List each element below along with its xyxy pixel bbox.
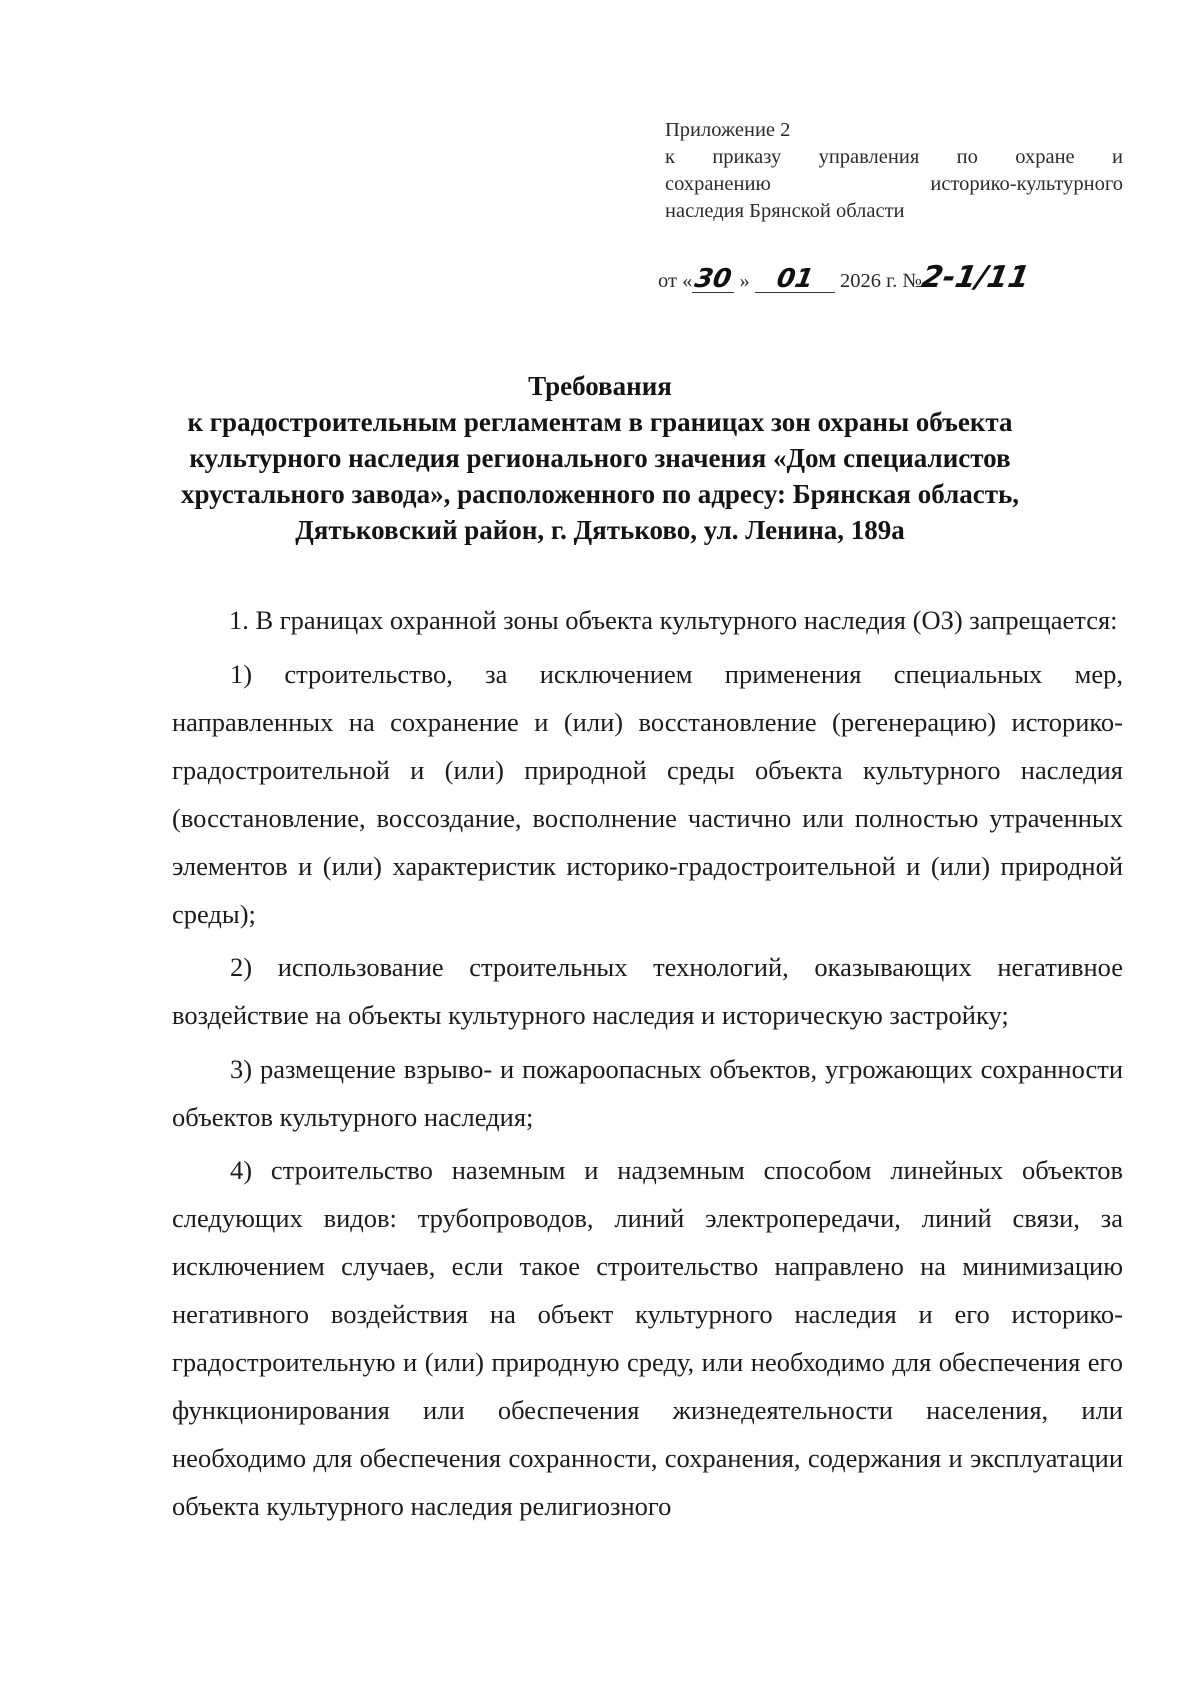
- paragraph-item-4: 4) строительство наземным и надземным способом линейных объектов следующих видов: трубопроводов, линий электропередачи, линий связи, за исключением случаев, если такое строительство направлено на минимизацию негативного воздействия на объект культурного наследия и его историко-градостроительную и (или) природную среду, или необходимо для обеспечения его функционирования или обеспечения жизнедеятельности населения, или необходимо для обеспечения сохранности, сохранения, содержания и эксплуатации объекта культурного наследия религиозного: [172, 1155, 1123, 1521]
- order-year-text: 2026 г. №: [839, 270, 922, 292]
- order-quote-close: »: [739, 270, 750, 292]
- order-day-field: [692, 264, 735, 294]
- appendix-header: [665, 117, 1123, 225]
- document-body: [172, 596, 1123, 1536]
- paragraph-item-3: 3) размещение взрыво- и пожароопасных объектов, угрожающих сохранности объектов культурного наследия;: [172, 1053, 1123, 1132]
- title-line-3: культурного наследия регионального значения «Дом специалистов: [189, 443, 1011, 473]
- document-title: [150, 368, 1050, 548]
- title-line-5: Дятьковский район, г. Дятьково, ул. Ленина, 189а: [295, 515, 905, 545]
- appendix-order-line: к приказу управления по охране и: [665, 146, 1123, 168]
- title-line-4: хрустального завода», расположенного по адресу: Брянская область,: [180, 479, 1019, 509]
- appendix-title: Приложение 2: [665, 119, 791, 141]
- title-line-2: к градостроительным регламентам в границах зон охраны объекта: [187, 407, 1013, 437]
- appendix-department-line: сохранению историко-культурного: [665, 173, 1123, 195]
- order-month-handwritten: 01: [774, 264, 816, 294]
- order-number-handwritten: 2-1/11: [918, 260, 1033, 295]
- paragraph-1: 1. В границах охранной зоны объекта культурного наследия (ОЗ) запрещается:: [229, 605, 1118, 635]
- appendix-region-line: наследия Брянской области: [665, 200, 905, 222]
- title-heading: Требования: [528, 371, 672, 401]
- order-month-field: [755, 264, 835, 294]
- paragraph-item-2: 2) использование строительных технологий, оказывающих негативное воздействие на объекты культурного наследия и историческую застройку;: [172, 952, 1123, 1030]
- order-day-handwritten: 30: [692, 264, 735, 294]
- order-prefix: от «: [658, 270, 693, 292]
- order-date-number: [658, 260, 1128, 296]
- paragraph-item-1: 1) строительство, за исключением применения специальных мер, направленных на сохранение и (или) восстановление (регенерацию) историко-градостроительной и (или) природной среды объекта культурного наследия (восстановление, воссоздание, восполнение частично или полностью утраченных элементов и (или) характеристик историко-градостроительной и (или) природной среды);: [172, 658, 1123, 929]
